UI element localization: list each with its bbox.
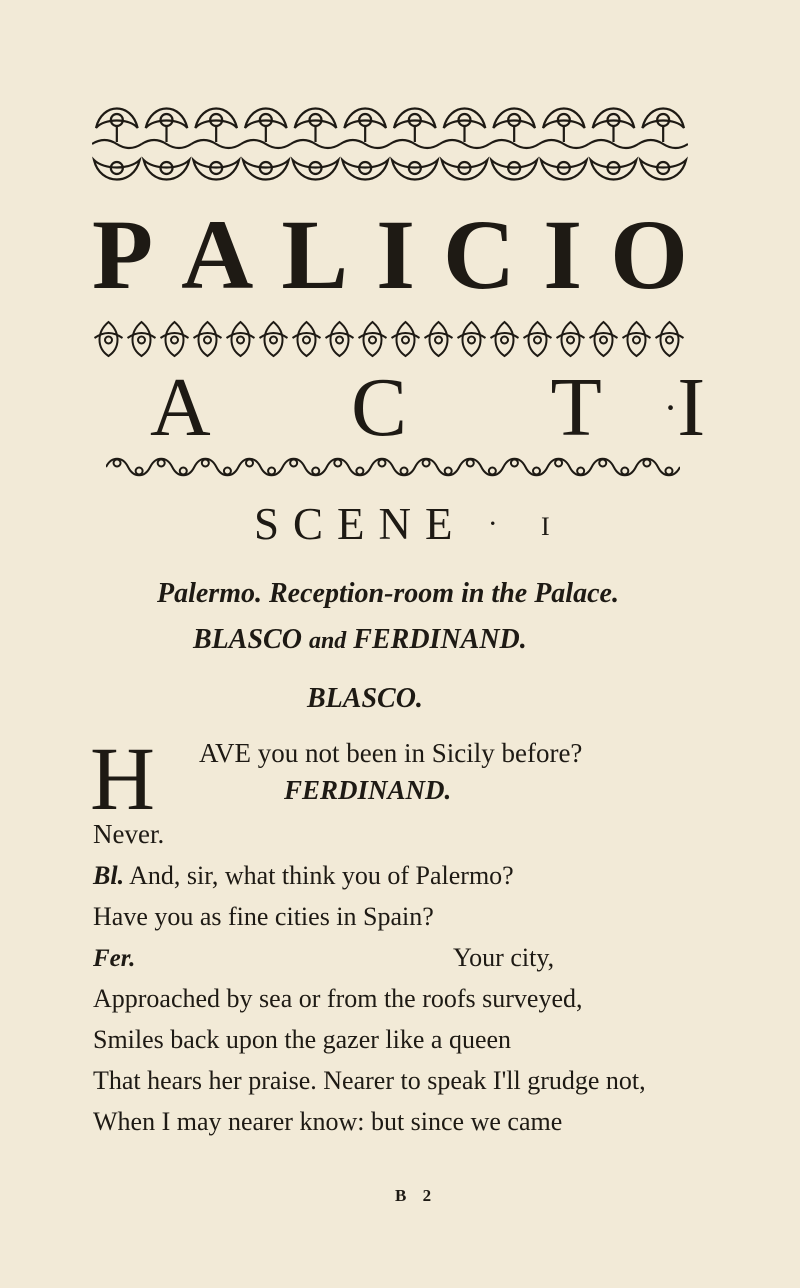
act-number: I xyxy=(677,361,706,454)
fleuron xyxy=(562,322,580,356)
scroll-curl xyxy=(158,460,165,467)
scroll-curl xyxy=(555,460,562,467)
reply-never: Never. xyxy=(93,819,165,849)
title-letter: I xyxy=(543,199,583,310)
scroll-curl xyxy=(511,460,518,467)
speaker-abbrev-bl: Bl. xyxy=(93,861,125,890)
fleuron xyxy=(232,322,250,356)
title-letter: P xyxy=(92,199,154,310)
scroll-curl xyxy=(246,460,253,467)
scene-number: I xyxy=(541,512,550,541)
characters-and: and xyxy=(308,628,347,654)
scroll-curl xyxy=(290,460,297,467)
scroll-curl xyxy=(356,468,363,475)
verse-line xyxy=(93,860,514,892)
act-separator: · xyxy=(663,385,678,430)
scene-label: SCENE xyxy=(254,499,467,549)
fleuron xyxy=(661,322,679,356)
verse-line: That hears her praise. Nearer to speak I'll grudge not, xyxy=(93,1066,646,1095)
fleuron xyxy=(100,322,118,356)
fleuron xyxy=(430,322,448,356)
play-title xyxy=(92,200,688,310)
fleuron xyxy=(529,322,547,356)
fleuron xyxy=(199,322,217,356)
fleuron xyxy=(501,337,508,344)
speaker-ferdinand: FERDINAND. xyxy=(284,775,452,805)
fleuron xyxy=(166,322,184,356)
scroll-curl xyxy=(224,468,231,475)
fleuron xyxy=(463,322,481,356)
top-ornament-band xyxy=(92,98,688,190)
act-label: A C T xyxy=(150,361,664,454)
fleuron xyxy=(435,337,442,344)
verse-text: Your city, xyxy=(453,943,555,972)
scroll-curl xyxy=(533,468,540,475)
scroll-curl xyxy=(114,460,121,467)
verse-line: Approached by sea or from the roofs surveyed, xyxy=(93,984,583,1013)
fleuron xyxy=(364,322,382,356)
verse-line: When I may nearer know: but since we came xyxy=(93,1107,563,1136)
signature-mark: B 2 xyxy=(395,1186,438,1205)
opening-line: AVE you not been in Sicily before? xyxy=(199,738,583,768)
character-blasco: BLASCO xyxy=(193,624,302,655)
fleuron xyxy=(331,322,349,356)
fleuron xyxy=(171,337,178,344)
scroll-curl xyxy=(268,468,275,475)
title-letter: A xyxy=(181,199,254,310)
fleuron xyxy=(567,337,574,344)
fleuron xyxy=(133,322,151,356)
title-letter: O xyxy=(610,199,688,310)
scroll-curl xyxy=(489,468,496,475)
middle-ornament-band xyxy=(92,318,686,360)
fleuron xyxy=(496,322,514,356)
lower-ornament-band xyxy=(106,454,680,480)
fleuron xyxy=(336,337,343,344)
scroll-curl xyxy=(665,468,672,475)
act-heading xyxy=(150,361,706,454)
verse-line xyxy=(93,942,555,975)
scroll-curl xyxy=(577,468,584,475)
fleuron xyxy=(270,337,277,344)
scroll-curl xyxy=(445,468,452,475)
scroll-curl xyxy=(643,460,650,467)
scroll-line xyxy=(106,459,680,476)
fleuron xyxy=(666,337,673,344)
drop-cap: H xyxy=(90,730,155,829)
fleuron xyxy=(595,322,613,356)
scroll-curl xyxy=(467,460,474,467)
fleuron xyxy=(237,337,244,344)
scroll-curl xyxy=(599,460,606,467)
scroll-curl xyxy=(423,460,430,467)
fleuron xyxy=(534,337,541,344)
scroll-curl xyxy=(401,468,408,475)
fleuron xyxy=(138,337,145,344)
verse-line: Have you as fine cities in Spain? xyxy=(93,902,434,931)
scroll-curl xyxy=(312,468,319,475)
fleuron xyxy=(628,322,646,356)
scene-separator: · xyxy=(487,507,498,540)
fleuron xyxy=(397,322,415,356)
fleuron xyxy=(105,337,112,344)
character-ferdinand: FERDINAND. xyxy=(353,624,527,655)
scroll-curl xyxy=(378,460,385,467)
fleuron xyxy=(303,337,310,344)
fleuron xyxy=(600,337,607,344)
fleuron xyxy=(369,337,376,344)
scroll-curl xyxy=(334,460,341,467)
title-letter: L xyxy=(281,199,349,310)
fleuron xyxy=(633,337,640,344)
scene-heading xyxy=(254,498,550,553)
fleuron xyxy=(468,337,475,344)
title-letter: I xyxy=(376,199,415,310)
scroll-curl xyxy=(180,468,187,475)
characters-line xyxy=(193,624,527,657)
scroll-curl xyxy=(202,460,209,467)
scroll-curl xyxy=(136,468,143,475)
fleuron xyxy=(402,337,409,344)
verse-text: And, sir, what think you of Palermo? xyxy=(129,861,514,890)
fleuron xyxy=(265,322,283,356)
title-letter: C xyxy=(443,199,516,310)
verse-line: Smiles back upon the gazer like a queen xyxy=(93,1025,512,1054)
fleuron xyxy=(298,322,316,356)
speaker-abbrev-fer: Fer. xyxy=(93,945,136,972)
fleuron xyxy=(204,337,211,344)
scene-setting: Palermo. Reception-room in the Palace. xyxy=(157,578,619,609)
scroll-curl xyxy=(621,468,628,475)
speaker-blasco: BLASCO. xyxy=(307,683,423,714)
